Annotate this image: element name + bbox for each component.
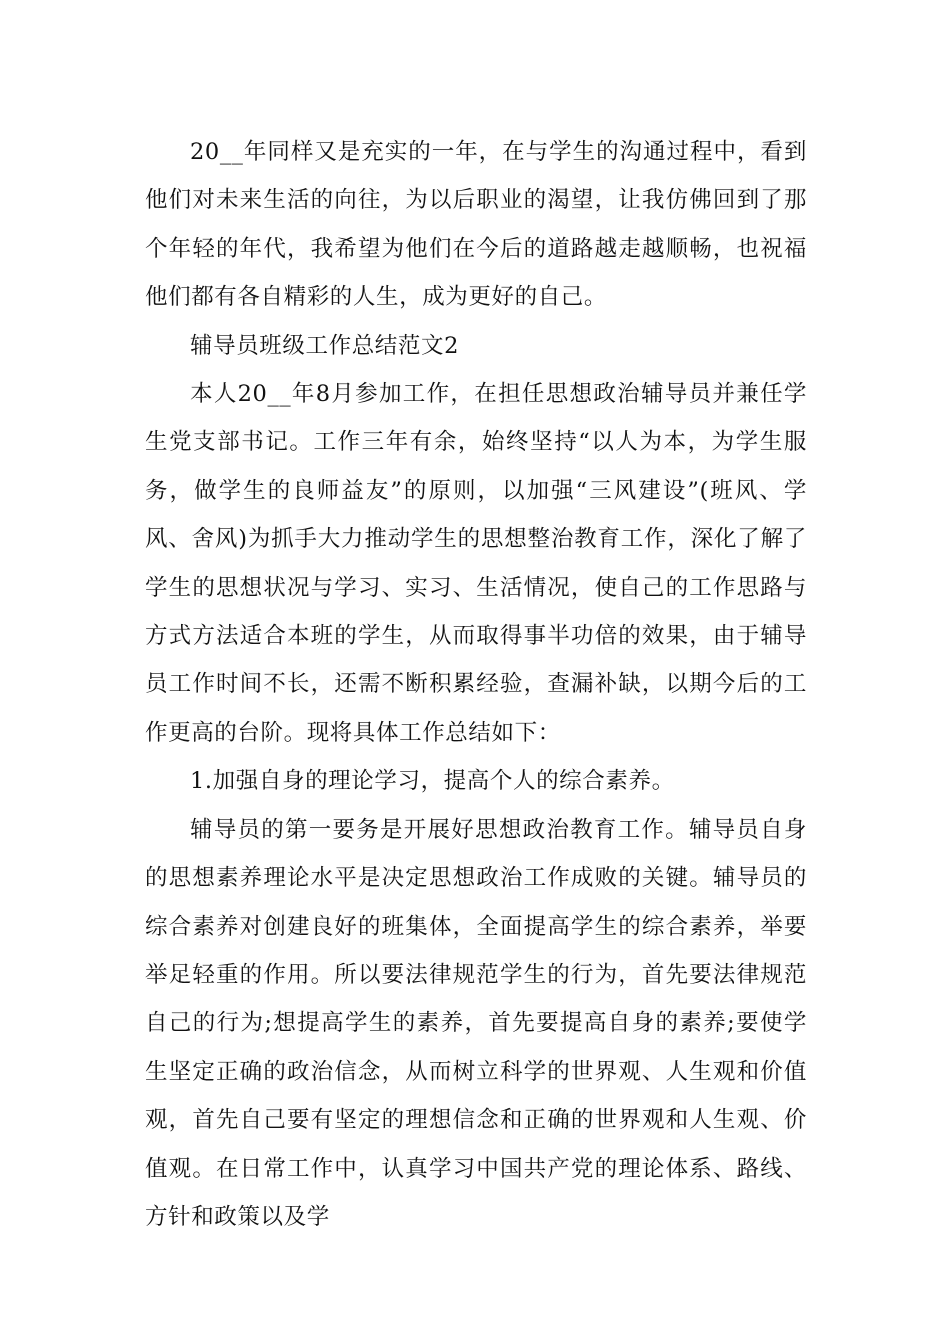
section-heading: 辅导员班级工作总结范文2 [190, 332, 460, 359]
document-page [145, 128, 807, 1241]
paragraph-intro: 本人20__年8月参加工作，在担任思想政治辅导员并兼任学生党支部书记。工作三年有余，始终坚持“以人为本，为学生服务，做学生的良师益友”的原则，以加强“三风建设”(班风、学风、舍风)为抓手大力推动学生的思想整治教育工作，深化了解了学生的思想状况与学习、实习、生活情况，使自己的工作思路与方式方法适合本班的学生，从而取得事半功倍的效果，由于辅导员工作时间不长，还需不断积累经验，查漏补缺，以期今后的工作更高的台阶。现将具体工作总结如下： [145, 381, 807, 746]
paragraph-closing: 20__年同样又是充实的一年，在与学生的沟通过程中，看到他们对未来生活的向往，为以后职业的渴望，让我仿佛回到了那个年轻的年代，我希望为他们在今后的道路越走越顺畅，也祝福他们都有各自精彩的人生，成为更好的自己。 [145, 139, 807, 311]
paragraph-body: 辅导员的第一要务是开展好思想政治教育工作。辅导员自身的思想素养理论水平是决定思想政治工作成败的关键。辅导员的综合素养对创建良好的班集体，全面提高学生的综合素养，举要举足轻重的作用。所以要法律规范学生的行为，首先要法律规范自己的行为;想提高学生的素养，首先要提高自身的素养;要使学生坚定正确的政治信念，从而树立科学的世界观、人生观和价值观，首先自己要有坚定的理想信念和正确的世界观和人生观、价值观。在日常工作中，认真学习中国共产党的理论体系、路线、方针和政策以及学 [145, 816, 807, 1230]
list-item-heading: 1.加强自身的理论学习，提高个人的综合素养。 [190, 768, 675, 795]
